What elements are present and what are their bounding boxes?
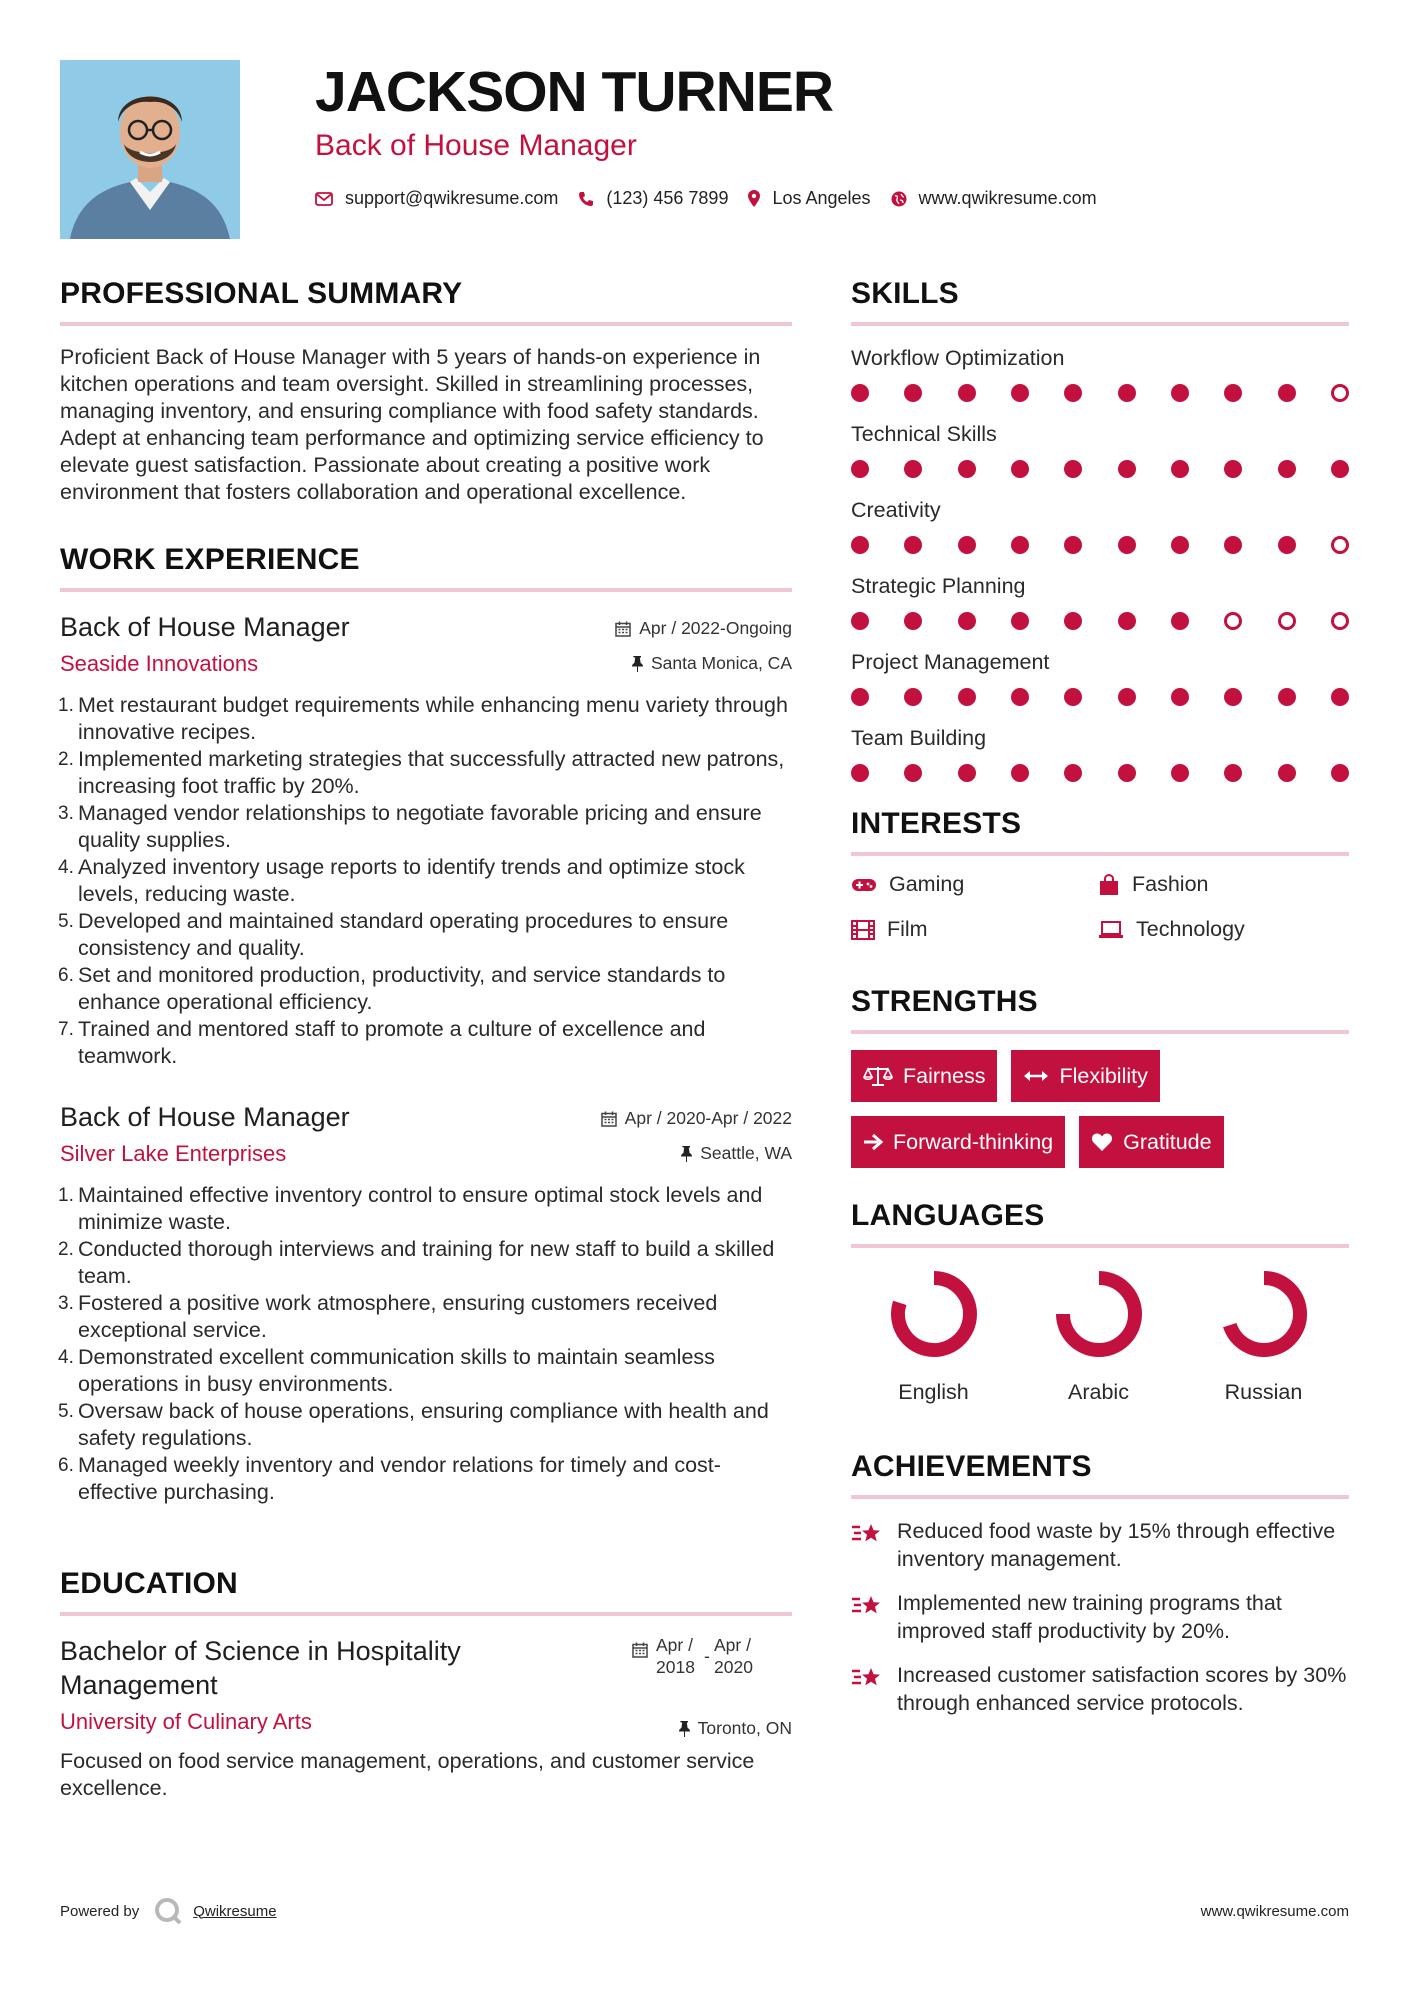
section-divider bbox=[60, 1612, 792, 1616]
right-column bbox=[851, 276, 1349, 1733]
interest-label: Fashion bbox=[1132, 872, 1209, 896]
rating-dot-filled bbox=[904, 612, 922, 630]
duty-item: Maintained effective inventory control to ensure optimal stock levels and minimize waste. bbox=[78, 1183, 763, 1234]
rating-dot-filled bbox=[1011, 612, 1029, 630]
email-text: support@qwikresume.com bbox=[345, 188, 559, 208]
rating-dot-filled bbox=[958, 460, 976, 478]
skill-rating bbox=[851, 384, 1349, 402]
rating-dot-filled bbox=[1171, 460, 1189, 478]
summary-section bbox=[60, 276, 792, 506]
shooting-star-icon bbox=[851, 1521, 885, 1547]
strength-label: Forward-thinking bbox=[893, 1129, 1054, 1154]
phone-text: (123) 456 7899 bbox=[606, 188, 729, 208]
rating-dot-filled bbox=[851, 764, 869, 782]
interest-fashion bbox=[1098, 872, 1345, 897]
rating-dot-filled bbox=[1171, 764, 1189, 782]
rating-dot-filled bbox=[904, 688, 922, 706]
strength-label: Fairness bbox=[903, 1063, 986, 1088]
arrow-right-icon bbox=[863, 1133, 883, 1151]
gamepad-icon bbox=[851, 877, 877, 893]
duty-item: Demonstrated excellent communication skills to maintain seamless operations in busy environments. bbox=[78, 1345, 715, 1396]
calendar-icon bbox=[632, 1642, 648, 1658]
start-date-year: 2018 bbox=[656, 1657, 695, 1677]
rating-dot-filled bbox=[851, 688, 869, 706]
powered-by-label: Powered by bbox=[60, 1902, 140, 1920]
language-ring bbox=[1216, 1266, 1312, 1362]
rating-dot-filled bbox=[1118, 612, 1136, 630]
skills-list bbox=[851, 344, 1349, 782]
rating-dot-empty bbox=[1331, 384, 1349, 402]
job-entry bbox=[60, 610, 792, 1070]
rating-dot-filled bbox=[1171, 612, 1189, 630]
education-dates bbox=[632, 1634, 762, 1678]
rating-dot-filled bbox=[904, 536, 922, 554]
degree-line-2: Management bbox=[60, 1670, 218, 1700]
end-date bbox=[714, 1634, 762, 1678]
skill-name: Team Building bbox=[851, 726, 987, 750]
language-ring bbox=[886, 1266, 982, 1362]
section-divider bbox=[60, 588, 792, 592]
education-entry bbox=[60, 1634, 792, 1802]
achievement-item bbox=[851, 1589, 1349, 1645]
left-column bbox=[60, 276, 792, 1802]
achievement-text: Increased customer satisfaction scores by 30% through enhanced service protocols. bbox=[897, 1663, 1347, 1715]
experience-section bbox=[60, 542, 792, 1506]
job-date bbox=[601, 1108, 792, 1129]
balance-scale-icon bbox=[863, 1065, 893, 1087]
contact-email[interactable] bbox=[315, 188, 558, 209]
duty-item: Analyzed inventory usage reports to identify trends and optimize stock levels, reducing waste. bbox=[78, 855, 745, 906]
rating-dot-filled bbox=[851, 536, 869, 554]
skill-name: Strategic Planning bbox=[851, 574, 1026, 598]
interests-grid bbox=[851, 872, 1349, 942]
achievement-text: Implemented new training programs that improved staff productivity by 20%. bbox=[897, 1591, 1282, 1643]
skill-rating bbox=[851, 460, 1349, 478]
candidate-name: JACKSON TURNER bbox=[315, 60, 834, 124]
job-company: Seaside Innovations bbox=[60, 651, 259, 676]
duty-list bbox=[60, 692, 792, 1070]
rating-dot-filled bbox=[1331, 460, 1349, 478]
rating-dot-empty bbox=[1224, 612, 1242, 630]
website-text: www.qwikresume.com bbox=[918, 188, 1097, 208]
strength-badge bbox=[1011, 1050, 1159, 1102]
rating-dot-filled bbox=[1278, 764, 1296, 782]
rating-dot-filled bbox=[1171, 384, 1189, 402]
school-name: University of Culinary Arts bbox=[60, 1709, 312, 1734]
pushpin-icon bbox=[678, 1721, 690, 1737]
rating-dot-filled bbox=[1224, 384, 1242, 402]
section-divider bbox=[851, 1244, 1349, 1248]
skill-item bbox=[851, 572, 1349, 630]
rating-dot-filled bbox=[904, 460, 922, 478]
duty-item: Set and monitored production, productivity, and service standards to enhance operational efficiency. bbox=[78, 963, 726, 1014]
rating-dot-filled bbox=[1171, 536, 1189, 554]
laptop-icon bbox=[1098, 921, 1124, 939]
skill-name: Project Management bbox=[851, 650, 1050, 674]
job-date-text: Apr / 2022-Ongoing bbox=[639, 618, 792, 638]
rating-dot-empty bbox=[1331, 612, 1349, 630]
footer-website[interactable]: www.qwikresume.com bbox=[1200, 1902, 1349, 1920]
rating-dot-filled bbox=[1011, 536, 1029, 554]
calendar-icon bbox=[601, 1111, 617, 1127]
rating-dot-filled bbox=[1224, 460, 1242, 478]
globe-icon bbox=[891, 191, 907, 207]
rating-dot-filled bbox=[1118, 764, 1136, 782]
summary-text: Proficient Back of House Manager with 5 years of hands-on experience in kitchen operations and team oversight. Skilled in streamlining processes, managing inventory, and ensuring compliance with food safety standards. Adept at enhancing team performance and optimizing service efficiency to elevate guest satisfaction. Passionate about creating a positive work environment that fosters collaboration and operational excellence. bbox=[60, 345, 764, 504]
film-icon bbox=[851, 920, 875, 940]
rating-dot-filled bbox=[1171, 688, 1189, 706]
job-title: Back of House Manager bbox=[60, 612, 350, 642]
language-label: Arabic bbox=[1068, 1380, 1129, 1404]
skill-rating bbox=[851, 536, 1349, 554]
rating-dot-filled bbox=[1278, 384, 1296, 402]
pushpin-icon bbox=[631, 656, 643, 672]
achievements-section bbox=[851, 1449, 1349, 1717]
candidate-role: Back of House Manager bbox=[315, 129, 637, 162]
education-description: Focused on food service management, operations, and customer service excellence. bbox=[60, 1749, 755, 1800]
rating-dot-filled bbox=[851, 384, 869, 402]
duty-item: Met restaurant budget requirements while enhancing menu variety through innovative recipes. bbox=[78, 693, 788, 744]
contact-location bbox=[748, 188, 870, 209]
section-divider bbox=[60, 322, 792, 326]
job-location bbox=[680, 1143, 792, 1164]
languages-section bbox=[851, 1198, 1349, 1405]
language-item bbox=[1181, 1266, 1346, 1405]
rating-dot-filled bbox=[1224, 688, 1242, 706]
experience-title: WORK EXPERIENCE bbox=[60, 543, 360, 576]
strength-badge bbox=[1079, 1116, 1223, 1168]
rating-dot-filled bbox=[1011, 688, 1029, 706]
language-ring bbox=[1051, 1266, 1147, 1362]
interest-label: Gaming bbox=[889, 872, 965, 896]
degree-line-1: Bachelor of Science in Hospitality bbox=[60, 1636, 461, 1666]
strength-label: Gratitude bbox=[1123, 1129, 1212, 1154]
shooting-star-icon bbox=[851, 1665, 885, 1691]
education-location bbox=[678, 1718, 792, 1739]
shopping-bag-icon bbox=[1098, 874, 1120, 896]
achievement-text: Reduced food waste by 15% through effective inventory management. bbox=[897, 1519, 1336, 1571]
skill-item bbox=[851, 496, 1349, 554]
rating-dot-filled bbox=[1331, 688, 1349, 706]
job-date-text: Apr / 2020-Apr / 2022 bbox=[624, 1108, 792, 1128]
interest-label: Technology bbox=[1136, 917, 1245, 941]
page-footer bbox=[60, 1896, 1349, 1926]
strength-badge bbox=[851, 1050, 997, 1102]
interests-section bbox=[851, 806, 1349, 942]
job-title: Back of House Manager bbox=[60, 1102, 350, 1132]
envelope-icon bbox=[315, 192, 333, 206]
job-company: Silver Lake Enterprises bbox=[60, 1141, 287, 1166]
strengths-title: STRENGTHS bbox=[851, 985, 1038, 1018]
rating-dot-filled bbox=[1064, 688, 1082, 706]
section-divider bbox=[851, 852, 1349, 856]
rating-dot-filled bbox=[1064, 612, 1082, 630]
rating-dot-filled bbox=[958, 612, 976, 630]
powered-by bbox=[60, 1896, 277, 1926]
end-date-year: 2020 bbox=[714, 1657, 753, 1677]
rating-dot-empty bbox=[1331, 536, 1349, 554]
end-date-month: Apr / bbox=[714, 1635, 751, 1655]
interest-film bbox=[851, 917, 1098, 942]
brand-link[interactable]: Qwikresume bbox=[193, 1902, 277, 1920]
skill-name: Workflow Optimization bbox=[851, 346, 1065, 370]
skill-rating bbox=[851, 764, 1349, 782]
skills-title: SKILLS bbox=[851, 277, 959, 310]
rating-dot-filled bbox=[1278, 536, 1296, 554]
calendar-icon bbox=[615, 621, 631, 637]
languages-list bbox=[851, 1266, 1349, 1405]
section-divider bbox=[851, 322, 1349, 326]
rating-dot-empty bbox=[1278, 612, 1296, 630]
skill-name: Technical Skills bbox=[851, 422, 997, 446]
job-date bbox=[615, 618, 792, 639]
skill-rating bbox=[851, 688, 1349, 706]
phone-icon bbox=[578, 191, 594, 207]
rating-dot-filled bbox=[851, 612, 869, 630]
language-item bbox=[851, 1266, 1016, 1405]
strength-label: Flexibility bbox=[1059, 1063, 1148, 1088]
duty-item: Trained and mentored staff to promote a culture of excellence and teamwork. bbox=[78, 1017, 706, 1068]
skills-section bbox=[851, 276, 1349, 782]
summary-title: PROFESSIONAL SUMMARY bbox=[60, 277, 463, 310]
skill-item bbox=[851, 344, 1349, 402]
duty-item: Managed weekly inventory and vendor relations for timely and cost-effective purchasing. bbox=[78, 1453, 721, 1504]
duty-item: Oversaw back of house operations, ensuring compliance with health and safety regulations. bbox=[78, 1399, 769, 1450]
map-pin-icon bbox=[748, 190, 760, 207]
rating-dot-filled bbox=[1011, 764, 1029, 782]
shooting-star-icon bbox=[851, 1593, 885, 1619]
qwikresume-logo-icon bbox=[153, 1896, 183, 1926]
interest-gaming bbox=[851, 872, 1098, 897]
location-text: Los Angeles bbox=[772, 188, 871, 208]
strengths-list bbox=[851, 1050, 1349, 1168]
interest-label: Film bbox=[887, 917, 928, 941]
skill-rating bbox=[851, 612, 1349, 630]
education-location-text: Toronto, ON bbox=[697, 1718, 792, 1738]
section-divider bbox=[851, 1495, 1349, 1499]
rating-dot-filled bbox=[1331, 764, 1349, 782]
arrows-horizontal-icon bbox=[1023, 1069, 1049, 1083]
duty-item: Developed and maintained standard operating procedures to ensure consistency and quality. bbox=[78, 909, 729, 960]
rating-dot-filled bbox=[904, 764, 922, 782]
skill-item bbox=[851, 648, 1349, 706]
duty-list bbox=[60, 1182, 792, 1506]
rating-dot-filled bbox=[958, 764, 976, 782]
skill-name: Creativity bbox=[851, 498, 941, 522]
duty-item: Conducted thorough interviews and training for new staff to build a skilled team. bbox=[78, 1237, 775, 1288]
achievements-title: ACHIEVEMENTS bbox=[851, 1450, 1092, 1483]
rating-dot-filled bbox=[1064, 460, 1082, 478]
rating-dot-filled bbox=[1224, 764, 1242, 782]
education-section bbox=[60, 1566, 792, 1802]
date-separator: - bbox=[704, 1646, 710, 1666]
duty-item: Fostered a positive work atmosphere, ensuring customers received exceptional service. bbox=[78, 1291, 718, 1342]
interests-title: INTERESTS bbox=[851, 807, 1022, 840]
job-entry bbox=[60, 1100, 792, 1506]
duty-item: Implemented marketing strategies that successfully attracted new patrons, increasing foot traffic by 20%. bbox=[78, 747, 785, 798]
rating-dot-filled bbox=[1118, 384, 1136, 402]
pushpin-icon bbox=[680, 1146, 692, 1162]
profile-photo bbox=[60, 60, 240, 239]
rating-dot-filled bbox=[1011, 460, 1029, 478]
rating-dot-filled bbox=[1064, 384, 1082, 402]
start-date bbox=[656, 1634, 704, 1678]
rating-dot-filled bbox=[851, 460, 869, 478]
rating-dot-filled bbox=[958, 688, 976, 706]
contact-bar bbox=[315, 188, 1355, 209]
rating-dot-filled bbox=[1064, 764, 1082, 782]
rating-dot-filled bbox=[1011, 384, 1029, 402]
skill-item bbox=[851, 724, 1349, 782]
language-label: English bbox=[898, 1380, 969, 1404]
heart-icon bbox=[1091, 1132, 1113, 1152]
rating-dot-filled bbox=[958, 536, 976, 554]
strengths-section bbox=[851, 984, 1349, 1168]
resume-header bbox=[315, 58, 1355, 209]
interest-technology bbox=[1098, 917, 1345, 942]
language-label: Russian bbox=[1224, 1380, 1303, 1404]
job-location bbox=[631, 653, 792, 674]
contact-phone[interactable] bbox=[578, 188, 728, 209]
contact-website[interactable] bbox=[891, 188, 1097, 209]
education-title: EDUCATION bbox=[60, 1567, 238, 1600]
achievement-item bbox=[851, 1517, 1349, 1573]
languages-title: LANGUAGES bbox=[851, 1199, 1045, 1232]
rating-dot-filled bbox=[904, 384, 922, 402]
rating-dot-filled bbox=[1278, 460, 1296, 478]
start-date-month: Apr / bbox=[656, 1635, 693, 1655]
rating-dot-filled bbox=[1118, 536, 1136, 554]
strength-badge bbox=[851, 1116, 1065, 1168]
job-location-text: Seattle, WA bbox=[700, 1143, 792, 1163]
rating-dot-filled bbox=[958, 384, 976, 402]
achievement-item bbox=[851, 1661, 1349, 1717]
rating-dot-filled bbox=[1118, 460, 1136, 478]
job-location-text: Santa Monica, CA bbox=[650, 653, 792, 673]
rating-dot-filled bbox=[1224, 536, 1242, 554]
rating-dot-filled bbox=[1064, 536, 1082, 554]
language-item bbox=[1016, 1266, 1181, 1405]
rating-dot-filled bbox=[1278, 688, 1296, 706]
rating-dot-filled bbox=[1118, 688, 1136, 706]
skill-item bbox=[851, 420, 1349, 478]
duty-item: Managed vendor relationships to negotiate favorable pricing and ensure quality supplies. bbox=[78, 801, 762, 852]
section-divider bbox=[851, 1030, 1349, 1034]
